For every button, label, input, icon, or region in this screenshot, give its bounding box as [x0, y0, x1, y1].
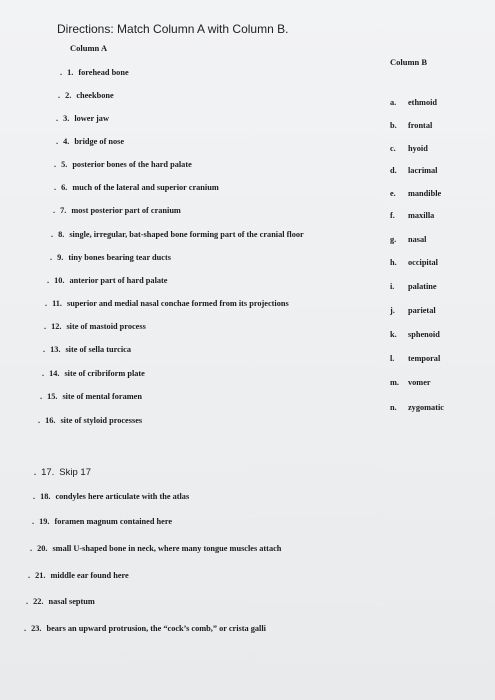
column-b-item: k. sphenoid: [390, 330, 440, 339]
column-a-header: Column A: [70, 43, 108, 53]
column-b-item: f. maxilla: [390, 211, 435, 220]
column-b-item: e. mandible: [390, 189, 442, 198]
column-a-item: . 12. site of mastoid process: [44, 322, 146, 331]
column-a-item: . 21. middle ear found here: [28, 571, 129, 580]
column-a-item: . 5. posterior bones of the hard palate: [54, 160, 192, 169]
column-a-item: . 18. condyles here articulate with the atlas: [33, 492, 190, 501]
column-a-item: . 23. bears an upward protrusion, the “cock’s comb,” or crista galli: [24, 624, 266, 633]
directions-text: Directions: Match Column A with Column B.: [57, 22, 289, 36]
column-a-item: . 2. cheekbone: [58, 91, 114, 100]
column-b-item: h. occipital: [390, 258, 438, 267]
column-b-item: d. lacrimal: [390, 166, 438, 175]
column-a-item: . 22. nasal septum: [26, 597, 95, 606]
column-a-item: . 7. most posterior part of cranium: [53, 206, 181, 215]
column-b-item: a. ethmoid: [390, 98, 438, 107]
column-b-header: Column B: [390, 57, 428, 67]
column-a-item: . 14. site of cribriform plate: [42, 369, 145, 378]
column-b-item: l. temporal: [390, 354, 441, 363]
column-a-item: . 1. forehead bone: [60, 68, 129, 77]
column-a-item: . 3. lower jaw: [56, 114, 109, 123]
column-a-item: . 6. much of the lateral and superior cranium: [54, 183, 219, 192]
column-b-item: i. palatine: [390, 282, 437, 291]
column-a-item: . 17. Skip 17: [34, 467, 91, 478]
column-a-item: . 8. single, irregular, bat-shaped bone forming part of the cranial floor: [51, 230, 304, 239]
column-b-item: b. frontal: [390, 121, 433, 130]
column-b-item: j. parietal: [390, 306, 436, 315]
column-a-item: . 13. site of sella turcica: [43, 345, 131, 354]
column-b-item: c. hyoid: [390, 144, 428, 153]
column-a-item: . 9. tiny bones bearing tear ducts: [50, 253, 171, 262]
column-a-item: . 20. small U-shaped bone in neck, where many tongue muscles attach: [30, 544, 282, 553]
column-a-item: . 11. superior and medial nasal conchae formed from its projections: [45, 299, 289, 308]
column-a-item: . 19. foramen magnum contained here: [32, 517, 173, 526]
column-b-item: m. vomer: [390, 378, 431, 387]
column-a-item: . 15. site of mental foramen: [40, 392, 142, 401]
column-b-item: n. zygomatic: [390, 403, 444, 412]
column-a-item: . 16. site of styloid processes: [38, 416, 143, 425]
column-b-item: g. nasal: [390, 235, 427, 244]
column-a-item: . 10. anterior part of hard palate: [47, 276, 168, 285]
column-a-item: . 4. bridge of nose: [56, 137, 125, 146]
